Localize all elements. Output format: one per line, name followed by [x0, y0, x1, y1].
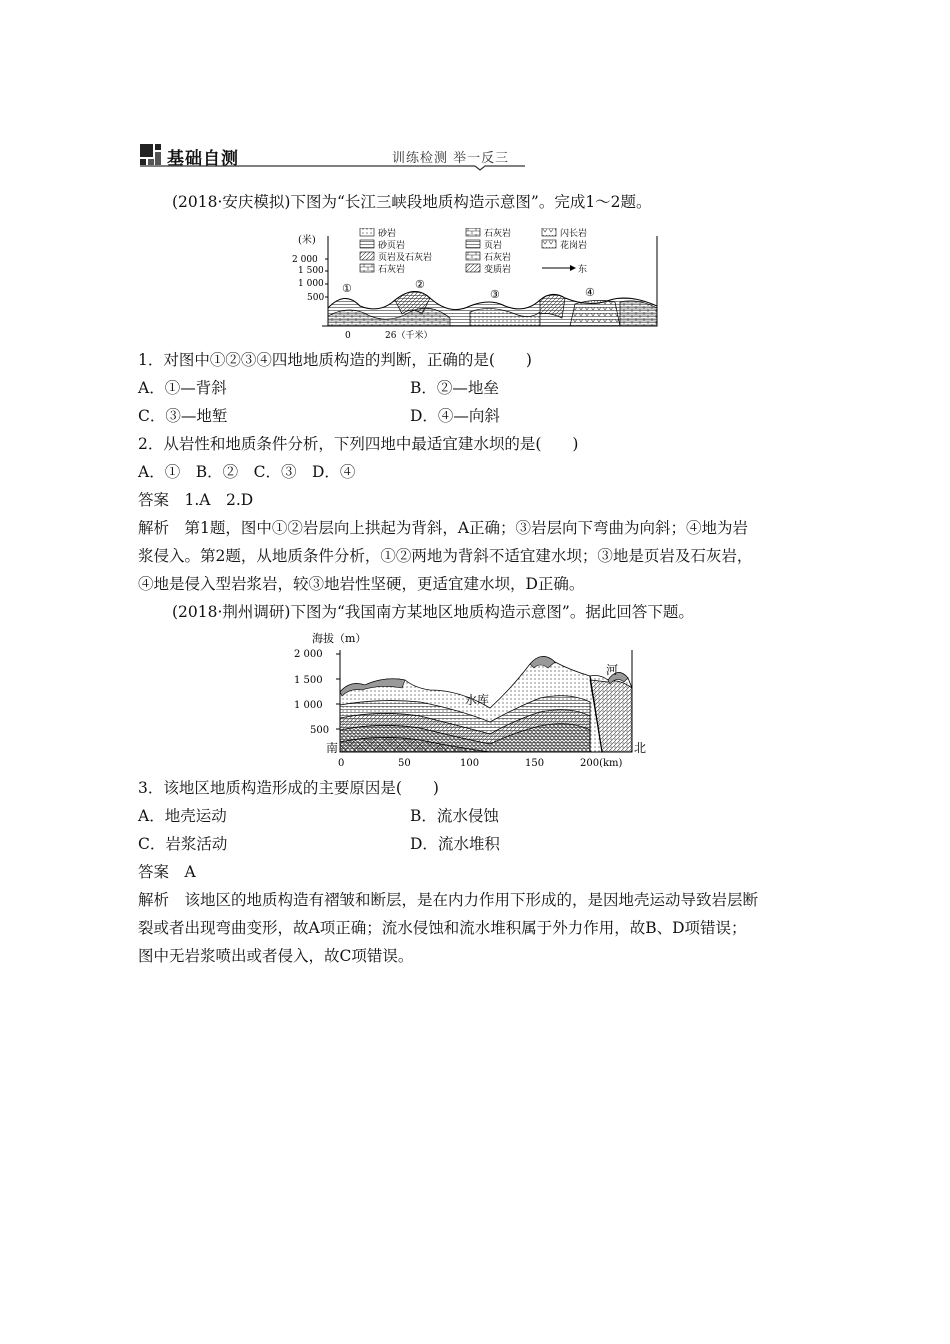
- answer-1-2: 答案 1.A 2.D: [138, 491, 254, 509]
- fig2-xtick: 100: [460, 758, 480, 769]
- fig2-reservoir-label: 水库: [465, 693, 490, 707]
- figure-three-gorges-geology: [290, 228, 660, 346]
- fig1-legend: 变质岩: [484, 265, 512, 275]
- figure-south-china-geology: [290, 630, 650, 770]
- q3-option-a: A．地壳运动: [138, 807, 227, 825]
- fig1-legend: 闪长岩: [560, 229, 588, 239]
- fig1-xtick: 0: [345, 331, 351, 341]
- fig2-xtick: 0: [338, 758, 345, 769]
- fig1-legend: 花岗岩: [560, 241, 588, 251]
- fig2-south-label: 南: [326, 741, 339, 755]
- fig1-legend: 石灰岩: [378, 265, 406, 275]
- fig1-legend: 石灰岩: [484, 229, 512, 239]
- explanation-1-2-line2: 浆侵入。第2题，从地质条件分析，①②两地为背斜不适宜建水坝；③地是页岩及石灰岩，: [138, 547, 753, 565]
- fig2-ytick: 1 000: [294, 700, 323, 711]
- fig2-ytick: 500: [310, 725, 330, 736]
- q1-option-d: D．④—向斜: [410, 407, 500, 425]
- intro-text-2: (2018·荆州调研)下图为“我国南方某地区地质构造示意图”。据此回答下题。: [172, 603, 694, 621]
- fig2-river-label: 河: [606, 663, 619, 677]
- explanation-1-2-line3: ④地是侵入型岩浆岩，较③地岩性坚硬，更适宜建水坝，D正确。: [138, 575, 585, 593]
- q1-option-a: A．①—背斜: [138, 379, 227, 397]
- section-marker-icon: [140, 144, 162, 166]
- fig1-marker: ②: [415, 278, 425, 291]
- fig1-legend: 砂岩: [378, 229, 397, 239]
- q1-stem: 1．对图中①②③④四地地质构造的判断，正确的是( ): [138, 351, 532, 369]
- header-rule: [140, 164, 525, 172]
- fig1-marker: ①: [342, 282, 352, 295]
- fig1-legend: 石灰岩: [484, 253, 512, 263]
- q3-option-d: D．流水堆积: [410, 835, 500, 853]
- fig1-legend: 页岩: [484, 241, 503, 251]
- fig2-xtick: 150: [525, 758, 545, 769]
- explanation-3-line1: 解析 该地区的地质构造有褶皱和断层，是在内力作用下形成的，是因地壳运动导致岩层断: [138, 891, 759, 909]
- q2-stem: 2．从岩性和地质条件分析，下列四地中最适宜建水坝的是( ): [138, 435, 579, 453]
- fig1-xtick: 26（千米）: [385, 331, 433, 341]
- section-title: 基础自测: [167, 149, 239, 169]
- answer-3: 答案 A: [138, 863, 196, 881]
- fig1-unit: (米): [298, 235, 316, 246]
- q3-option-c: C．岩浆活动: [138, 835, 228, 853]
- fig2-north-label: 北: [634, 741, 647, 755]
- intro-text-1: (2018·安庆模拟)下图为“长江三峡段地质构造示意图”。完成1～2题。: [172, 193, 652, 211]
- explanation-3-line2: 裂或者出现弯曲变形，故A项正确；流水侵蚀和流水堆积属于外力作用，故B、D项错误；: [138, 919, 747, 937]
- fig2-ytick: 1 500: [294, 675, 323, 686]
- q1-option-c: C．③—地堑: [138, 407, 228, 425]
- fig1-marker: ③: [490, 288, 500, 301]
- fig2-xtick: 50: [398, 758, 411, 769]
- fig2-xtick: 200(km): [580, 758, 623, 769]
- fig2-ylabel: 海拔（m）: [312, 632, 367, 645]
- explanation-1-2-line1: 解析 第1题，图中①②岩层向上拱起为背斜，A正确；③岩层向下弯曲为向斜；④地为岩: [138, 519, 749, 537]
- q1-option-b: B．②—地垒: [410, 379, 499, 397]
- fig1-ytick: 2 000: [292, 255, 318, 265]
- q3-option-b: B．流水侵蚀: [410, 807, 499, 825]
- fig1-legend: 砂页岩: [378, 241, 406, 251]
- explanation-3-line3: 图中无岩浆喷出或者侵入，故C项错误。: [138, 947, 414, 965]
- fig1-legend-east: 东: [578, 265, 588, 275]
- fig1-ytick: 1 000: [298, 279, 324, 289]
- fig1-ytick: 500: [307, 293, 325, 303]
- section-subtitle: 训练检测 举一反三: [392, 151, 510, 166]
- fig1-legend: 页岩及石灰岩: [378, 253, 433, 263]
- q2-options: A．① B．② C．③ D．④: [138, 463, 356, 481]
- fig2-ytick: 2 000: [294, 649, 323, 660]
- fig1-ytick: 1 500: [298, 266, 324, 276]
- fig1-marker: ④: [585, 286, 595, 299]
- q3-stem: 3．该地区地质构造形成的主要原因是( ): [138, 779, 439, 797]
